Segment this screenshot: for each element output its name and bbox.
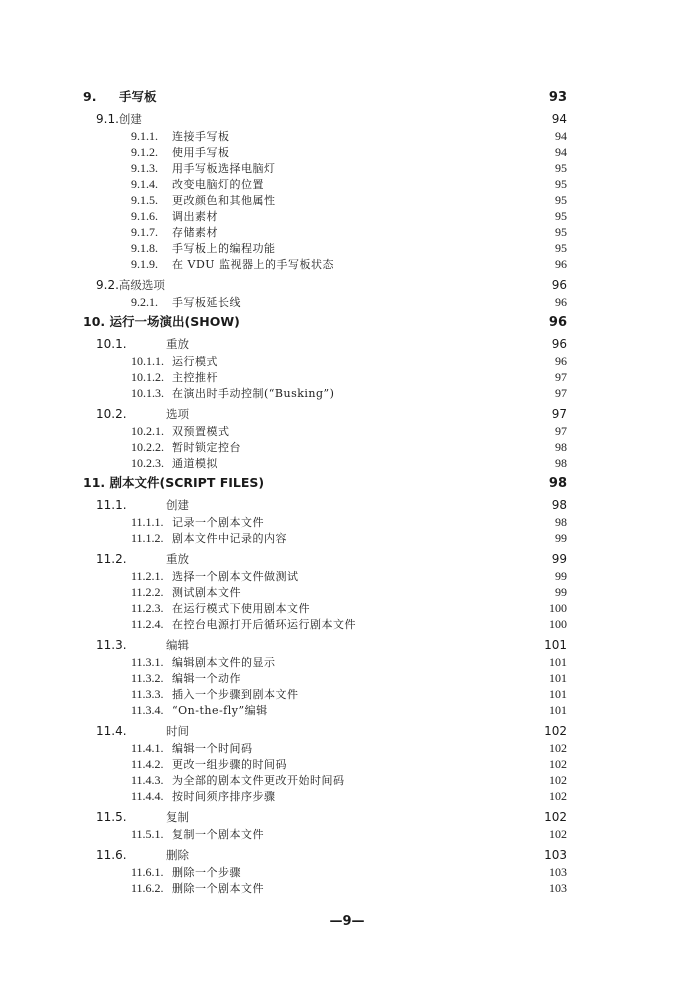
item-number: 11.3.3. [131,687,164,701]
item-page: 101 [549,655,567,669]
toc-item[interactable] [83,568,567,584]
toc-item[interactable] [83,616,567,632]
item-title: 删除一个步骤 [172,866,241,879]
item-title: 用手写板选择电脑灯 [172,162,276,175]
toc-section[interactable] [83,497,567,514]
item-number: 11.3.1. [131,655,164,669]
toc-section[interactable] [83,723,567,740]
item-page: 95 [555,161,567,175]
item-page: 103 [549,865,567,879]
item-title: 按时间须序排序步骤 [172,790,276,803]
toc-item[interactable] [83,864,567,880]
toc-item[interactable] [83,423,567,439]
item-page: 102 [549,789,567,803]
item-title: 存储素材 [172,226,218,239]
section-page: 103 [544,848,567,862]
toc-section[interactable] [83,551,567,568]
section-page: 97 [551,407,567,421]
item-page: 101 [549,671,567,685]
section-number: 9.2. [96,278,119,292]
toc-section[interactable] [83,277,567,294]
chapter-number: 9. [83,89,97,104]
item-page: 94 [555,129,567,143]
item-title: 更改一组步骤的时间码 [172,758,287,771]
item-number: 11.1.1. [131,515,164,529]
item-page: 100 [549,617,567,631]
item-number: 11.2.4. [131,617,164,631]
item-title: 暂时锁定控台 [172,441,241,454]
toc-section[interactable] [83,336,567,353]
item-page: 95 [555,225,567,239]
item-page: 101 [549,687,567,701]
chapter-number: 10. [83,314,106,329]
item-number: 9.1.4. [131,177,158,191]
item-page: 96 [555,257,567,271]
chapter-page: 96 [548,315,567,330]
section-title: 重放 [166,337,189,351]
toc-item[interactable] [83,439,567,455]
item-number: 10.1.1. [131,354,164,368]
section-number: 11.1. [96,498,127,512]
toc-item[interactable] [83,880,567,896]
section-page: 94 [551,112,567,126]
chapter-number: 11. [83,475,106,490]
item-page: 95 [555,241,567,255]
toc-item[interactable] [83,256,567,272]
toc-item[interactable] [83,176,567,192]
item-title: 测试剧本文件 [172,586,241,599]
item-title: 更改颜色和其他属性 [172,194,276,207]
item-number: 10.2.3. [131,456,164,470]
item-page: 96 [555,295,567,309]
item-page: 102 [549,773,567,787]
item-number: 11.4.2. [131,757,164,771]
item-number: 9.1.1. [131,129,158,143]
item-title: 删除一个剧本文件 [172,882,264,895]
toc-item[interactable] [83,224,567,240]
toc-item[interactable] [83,128,567,144]
section-page: 101 [544,638,567,652]
item-number: 11.2.3. [131,601,164,615]
item-page: 102 [549,827,567,841]
toc-item[interactable] [83,514,567,530]
toc-item[interactable] [83,772,567,788]
item-number: 10.2.1. [131,424,164,438]
toc-item[interactable] [83,600,567,616]
item-page: 99 [555,531,567,545]
section-number: 11.3. [96,638,127,652]
item-title: 使用手写板 [172,146,230,159]
toc-item[interactable] [83,240,567,256]
item-title: 编辑一个动作 [172,672,241,685]
item-number: 11.1.2. [131,531,164,545]
item-page: 96 [555,354,567,368]
item-page: 102 [549,757,567,771]
item-number: 11.3.4. [131,703,164,717]
toc-section[interactable] [83,111,567,128]
item-title: “On-the-fly”编辑 [172,704,268,717]
chapter-title: 剧本文件(SCRIPT FILES) [109,475,265,490]
section-title: 复制 [166,810,189,824]
item-page: 95 [555,177,567,191]
section-page: 102 [544,724,567,738]
item-title: 双预置模式 [172,425,230,438]
section-number: 11.4. [96,724,127,738]
chapter-title: 手写板 [119,89,157,104]
table-of-contents [83,88,567,896]
item-number: 11.3.2. [131,671,164,685]
item-title: 编辑剧本文件的显示 [172,656,276,669]
section-page: 99 [551,552,567,566]
toc-item[interactable] [83,788,567,804]
chapter-page: 98 [548,476,567,491]
item-page: 98 [555,515,567,529]
section-page: 96 [551,278,567,292]
item-title: 在 VDU 监视器上的手写板状态 [172,258,335,271]
item-number: 9.1.9. [131,257,158,271]
page-number-footer: —9— [329,914,365,929]
item-page: 95 [555,209,567,223]
chapter-title: 运行一场演出(SHOW) [109,314,240,329]
item-title: 在演出时手动控制(“Busking”) [172,387,335,400]
section-number: 11.6. [96,848,127,862]
item-title: 通道模拟 [172,457,218,470]
toc-item[interactable] [83,385,567,401]
toc-item[interactable] [83,740,567,756]
item-number: 10.2.2. [131,440,164,454]
toc-item[interactable] [83,826,567,842]
toc-item[interactable] [83,530,567,546]
item-number: 10.1.3. [131,386,164,400]
chapter-page: 93 [548,90,567,105]
item-number: 9.1.5. [131,193,158,207]
item-title: 在控台电源打开后循环运行剧本文件 [172,618,356,631]
item-title: 连接手写板 [172,130,230,143]
item-title: 编辑一个时间码 [172,742,253,755]
item-number: 11.2.1. [131,569,164,583]
section-title: 编辑 [166,638,189,652]
section-title: 重放 [166,552,189,566]
toc-item[interactable] [83,455,567,471]
item-number: 9.1.6. [131,209,158,223]
section-number: 11.2. [96,552,127,566]
section-page: 98 [551,498,567,512]
item-number: 9.1.3. [131,161,158,175]
toc-item[interactable] [83,294,567,310]
toc-item[interactable] [83,144,567,160]
section-title: 创建 [166,498,189,512]
toc-chapter[interactable] [83,88,567,106]
item-page: 98 [555,440,567,454]
section-title: 创建 [118,112,142,126]
item-number: 11.6.2. [131,881,164,895]
toc-section[interactable] [83,406,567,423]
item-title: 手写板上的编程功能 [172,242,276,255]
item-number: 10.1.2. [131,370,164,384]
item-page: 97 [555,370,567,384]
item-page: 97 [555,424,567,438]
toc-item[interactable] [83,192,567,208]
item-page: 102 [549,741,567,755]
section-title: 时间 [166,724,189,738]
toc-item[interactable] [83,670,567,686]
item-number: 9.1.7. [131,225,158,239]
item-title: 为全部的剧本文件更改开始时间码 [172,774,345,787]
item-page: 101 [549,703,567,717]
item-page: 94 [555,145,567,159]
item-number: 11.2.2. [131,585,164,599]
toc-item[interactable] [83,584,567,600]
toc-section[interactable] [83,637,567,654]
section-page: 102 [544,810,567,824]
item-title: 调出素材 [172,210,218,223]
toc-item[interactable] [83,756,567,772]
toc-chapter[interactable] [83,474,567,492]
toc-item[interactable] [83,208,567,224]
item-title: 记录一个剧本文件 [172,516,264,529]
item-page: 100 [549,601,567,615]
item-page: 97 [555,386,567,400]
item-page: 95 [555,193,567,207]
item-number: 9.1.8. [131,241,158,255]
item-number: 11.4.3. [131,773,164,787]
item-title: 复制一个剧本文件 [172,828,264,841]
item-title: 选择一个剧本文件做测试 [172,570,299,583]
item-number: 9.2.1. [131,295,158,309]
item-page: 99 [555,585,567,599]
item-title: 手写板延长线 [172,296,241,309]
toc-item[interactable] [83,369,567,385]
item-number: 11.5.1. [131,827,164,841]
toc-item[interactable] [83,654,567,670]
item-page: 98 [555,456,567,470]
item-page: 103 [549,881,567,895]
section-title: 选项 [166,407,189,421]
toc-section[interactable] [83,809,567,826]
item-title: 在运行模式下使用剧本文件 [172,602,310,615]
toc-item[interactable] [83,160,567,176]
toc-chapter[interactable] [83,313,567,331]
section-number: 11.5. [96,810,127,824]
section-title: 删除 [166,848,189,862]
item-number: 11.4.4. [131,789,164,803]
section-page: 96 [551,337,567,351]
item-title: 主控推杆 [172,371,218,384]
section-number: 9.1. [96,112,119,126]
item-number: 11.4.1. [131,741,164,755]
item-title: 运行模式 [172,355,218,368]
toc-item[interactable] [83,686,567,702]
item-number: 9.1.2. [131,145,158,159]
item-page: 99 [555,569,567,583]
item-title: 改变电脑灯的位置 [172,178,264,191]
toc-item[interactable] [83,702,567,718]
section-number: 10.1. [96,337,127,351]
toc-item[interactable] [83,353,567,369]
item-title: 插入一个步骤到剧本文件 [172,688,299,701]
section-number: 10.2. [96,407,127,421]
toc-section[interactable] [83,847,567,864]
item-number: 11.6.1. [131,865,164,879]
section-title: 高级选项 [118,278,165,292]
item-title: 剧本文件中记录的内容 [172,532,287,545]
